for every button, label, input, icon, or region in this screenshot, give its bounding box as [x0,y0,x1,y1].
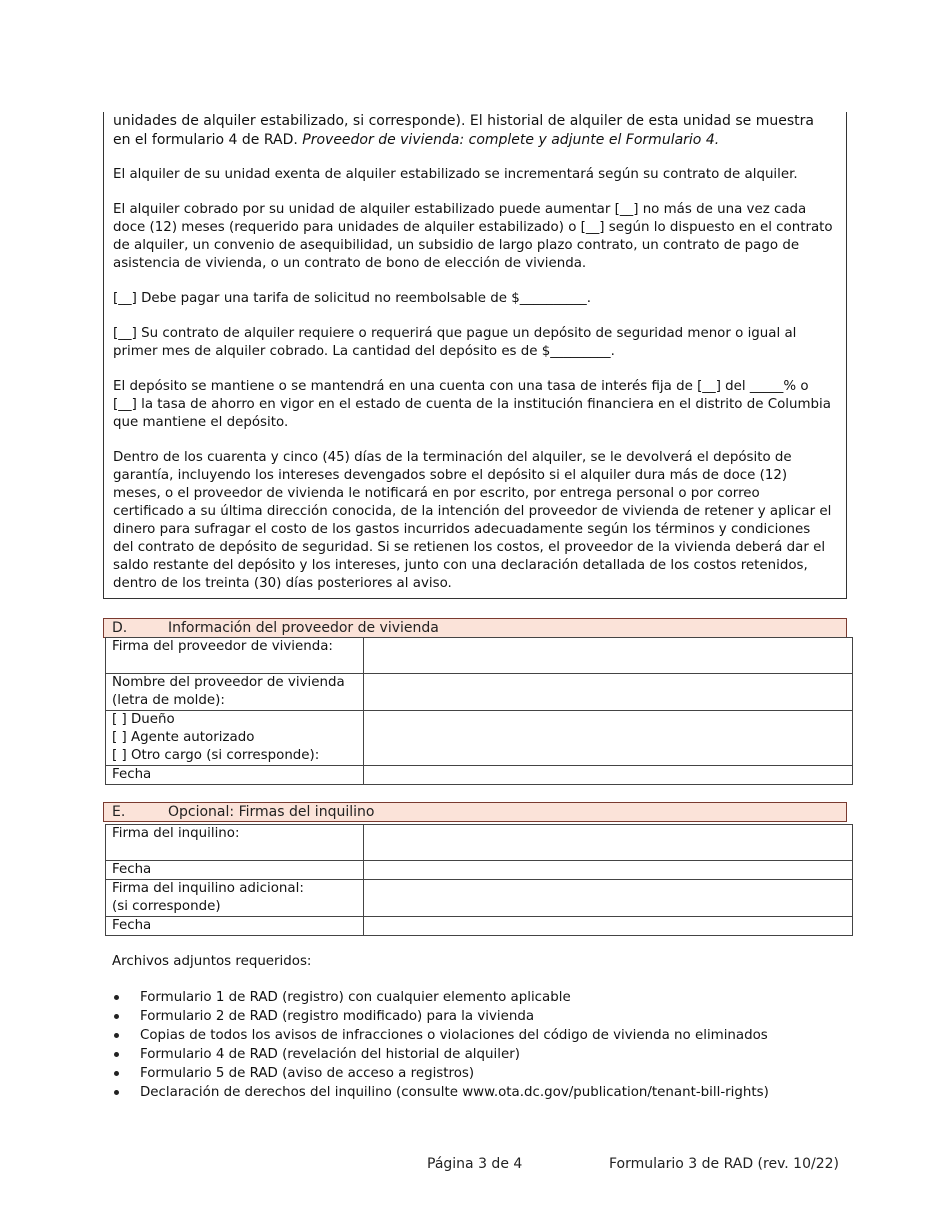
tenant-date-field[interactable] [364,861,853,880]
provider-role-field[interactable] [364,711,853,766]
table-row [106,861,853,880]
list-item: Formulario 2 de RAD (registro modificado) para la vivienda [112,1007,769,1026]
tenant-signature-field[interactable] [364,825,853,861]
rent-history-text: unidades de alquiler estabilizado, si corresponde). El historial de alquiler de esta unidad se muestra en el formulario 4 de RAD. [113,113,814,148]
section-d-letter: D. [112,620,128,636]
other-role-checkbox[interactable]: [ ] Otro cargo (si corresponde): [112,748,320,763]
provider-name-label [106,674,364,711]
additional-tenant-date-label: Fecha [106,917,364,936]
section-d-header [103,618,847,638]
list-item: Copias de todos los avisos de infracciones o violaciones del código de vivienda no eliminados [112,1026,769,1045]
provider-name-label-line1: Nombre del proveedor de vivienda [112,675,345,690]
table-row [106,638,853,674]
table-row [106,674,853,711]
provider-date-field[interactable] [364,766,853,785]
paragraph-application-fee: [__] Debe pagar una tarifa de solicitud no reembolsable de $__________. [113,291,591,306]
tenant-signature-label: Firma del inquilino: [106,825,364,861]
page-number: Página 3 de 4 [427,1156,523,1172]
section-c-box [103,112,847,599]
tenant-date-label: Fecha [106,861,364,880]
additional-tenant-label-line1: Firma del inquilino adicional: [112,881,304,896]
paragraph-rent-history [113,112,834,149]
additional-tenant-label-line2: (si corresponde) [112,899,221,914]
table-row [106,880,853,917]
provider-signature-label: Firma del proveedor de vivienda: [106,638,364,674]
additional-tenant-signature-label [106,880,364,917]
list-item: Formulario 1 de RAD (registro) con cualquier elemento aplicable [112,988,769,1007]
paragraph-deposit-interest: El depósito se mantiene o se mantendrá en una cuenta con una tasa de interés fija de [__] del _____% o [__] la tasa de ahorro en vigor en el estado de cuenta de la institución financiera en el distrito de Columbia que mantiene el depósito. [113,379,831,430]
additional-tenant-date-field[interactable] [364,917,853,936]
section-e-header [103,802,847,822]
section-e-title: Opcional: Firmas del inquilino [168,804,375,820]
list-item: Formulario 5 de RAD (aviso de acceso a registros) [112,1064,769,1083]
rent-history-instruction: Proveedor de vivienda: complete y adjunte el Formulario 4. [302,131,720,148]
table-row [106,917,853,936]
authorized-agent-checkbox[interactable]: [ ] Agente autorizado [112,730,255,745]
paragraph-security-deposit: [__] Su contrato de alquiler requiere o requerirá que pague un depósito de seguridad menor o igual al primer mes de alquiler cobrado. La cantidad del depósito es de $_________. [113,326,797,359]
section-e-letter: E. [112,804,126,820]
provider-role-label [106,711,364,766]
list-item: Declaración de derechos del inquilino (consulte www.ota.dc.gov/publication/tenant-bill-rights) [112,1083,769,1102]
paragraph-rent-increase: El alquiler cobrado por su unidad de alquiler estabilizado puede aumentar [__] no más de una vez cada doce (12) meses (requerido para unidades de alquiler estabilizado) o [__] según lo dispuesto en el contrato de alquiler, un convenio de asequibilidad, un subsidio de largo plazo contrato, un contrato de pago de asistencia de vivienda, o un contrato de bono de elección de vivienda. [113,202,833,271]
additional-tenant-signature-field[interactable] [364,880,853,917]
attachments-heading: Archivos adjuntos requeridos: [112,954,312,969]
tenant-signature-table [105,824,853,936]
list-item: Formulario 4 de RAD (revelación del historial de alquiler) [112,1045,769,1064]
paragraph-exempt-rent: El alquiler de su unidad exenta de alquiler estabilizado se incrementará según su contrato de alquiler. [113,167,798,182]
provider-name-label-line2: (letra de molde): [112,693,225,708]
owner-checkbox[interactable]: [ ] Dueño [112,712,175,727]
section-d-title: Información del proveedor de vivienda [168,620,439,636]
table-row [106,711,853,766]
table-row [106,766,853,785]
attachments-list [112,988,769,1102]
provider-date-label: Fecha [106,766,364,785]
form-identifier: Formulario 3 de RAD (rev. 10/22) [609,1156,839,1172]
table-row [106,825,853,861]
provider-name-field[interactable] [364,674,853,711]
provider-signature-field[interactable] [364,638,853,674]
paragraph-deposit-return: Dentro de los cuarenta y cinco (45) días de la terminación del alquiler, se le devolverá el depósito de garantía, incluyendo los intereses devengados sobre el depósito si el alquiler dura más de doce (12) meses, o el proveedor de vivienda le notificará en por escrito, por entrega personal o por correo certificado a su última dirección conocida, de la intención del proveedor de vivienda de retener y aplicar el dinero para sufragar el costo de los gastos incurridos adecuadamente según los términos y condiciones del contrato de depósito de seguridad. Si se retienen los costos, el proveedor de la vivienda deberá dar el saldo restante del depósito y los intereses, junto con una declaración detallada de los costos retenidos, dentro de los treinta (30) días posteriores al aviso. [113,450,832,591]
housing-provider-table [105,637,853,785]
